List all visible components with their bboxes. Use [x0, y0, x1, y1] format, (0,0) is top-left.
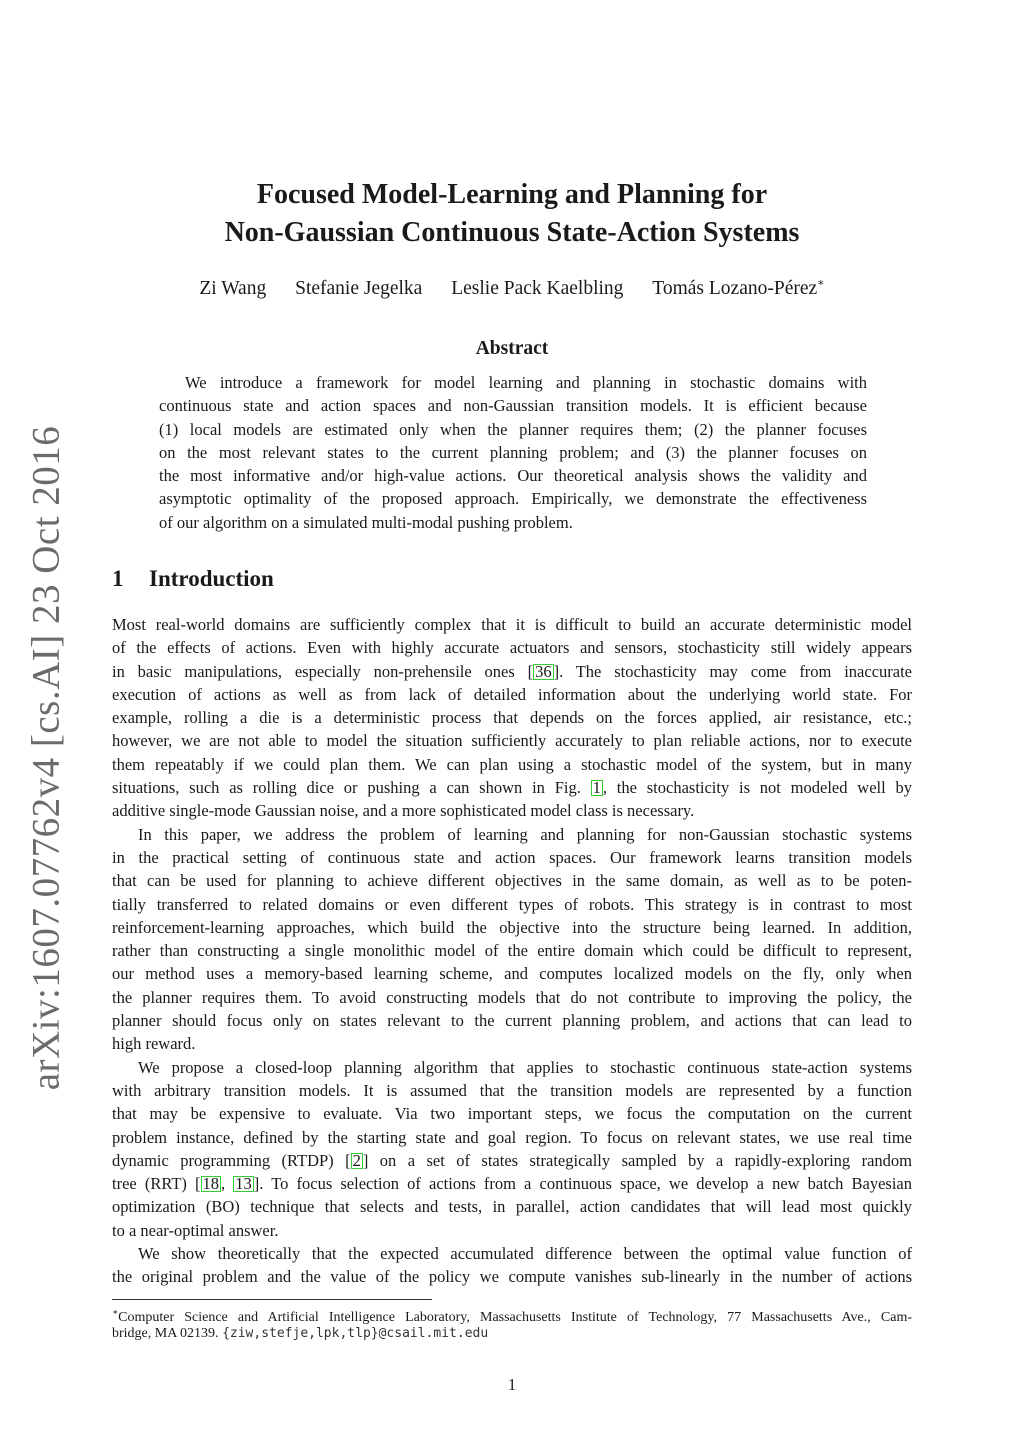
text-line: however, we are not able to model the situation sufficiently accurately to plan reliable actions, nor to execute [112, 731, 912, 751]
text-line: tree (RRT) [ 18 , 13 ]. To focus selection of actions from a continuous space, we develop a new batch Bayesian [112, 1174, 913, 1194]
abstract-line: of our algorithm on a simulated multi-modal pushing problem. [159, 512, 573, 532]
abstract-line: (1) local models are estimated only when the planner requires them; (2) the planner focuses [159, 419, 867, 439]
abstract-line: continuous state and action spaces and non-Gaussian transition models. It is efficient because [159, 396, 867, 416]
text-line: additive single-mode Gaussian noise, and a more sophisticated model class is necessary. [112, 801, 695, 821]
footnote-line: bridge, MA 02139. {ziw,stefje,lpk,tlp}@csail.mit.edu [112, 1326, 489, 1341]
author-list [112, 276, 912, 300]
author: Tomás Lozano-Pérez∗ [652, 277, 825, 299]
text-line: them repeatably if we could plan them. We can plan using a stochastic model of the system, but in many [112, 754, 912, 774]
text-line: with arbitrary transition models. It is assumed that the transition models are represented by a function [112, 1080, 912, 1100]
citation-link[interactable]: 13 [235, 1174, 252, 1194]
text-line: rather than constructing a single monolithic model of the entire domain which could be difficult to represent, [112, 941, 912, 961]
title-line-2: Non-Gaussian Continuous State-Action Systems [224, 217, 800, 248]
text-line: execution of actions as well as from lack of detailed information about the underlying world state. For [112, 684, 912, 704]
text-line: high reward. [112, 1034, 196, 1054]
text-line: that can be used for planning to achieve different objectives in the same domain, as well as to be poten- [112, 871, 912, 891]
author: Zi Wang [199, 278, 267, 299]
text-line: planner should focus only on states relevant to the current planning problem, and actions that can lead to [112, 1011, 912, 1031]
text-line: We propose a closed-loop planning algorithm that applies to stochastic continuous state-action systems [138, 1057, 912, 1077]
text-line: in the practical setting of continuous state and action spaces. Our framework learns transition models [112, 847, 912, 867]
text-line: in basic manipulations, especially non-prehensile ones [ 36 ]. The stochasticity may come from inaccurate [112, 661, 912, 681]
author: Leslie Pack Kaelbling [451, 278, 624, 299]
footnote-mark: ∗ [112, 1307, 119, 1317]
abstract-line: asymptotic optimality of the proposed approach. Empirically, we demonstrate the effectiveness [159, 489, 867, 509]
body-text [112, 613, 912, 1289]
author-footnote-mark: ∗ [817, 277, 825, 289]
text-line: optimization (BO) technique that selects and tests, in parallel, action candidates that will lead most quickly [112, 1197, 912, 1217]
text-line: situations, such as rolling dice or pushing a can shown in Fig. 1 , the stochasticity is not modeled well by [112, 778, 912, 798]
text-line: of the effects of actions. Even with highly accurate actuators and sensors, stochasticity still widely appears [112, 638, 912, 658]
text-line: our method uses a memory-based learning scheme, and computes localized models on the fly, only when [112, 964, 912, 984]
author: Stefanie Jegelka [295, 278, 423, 299]
paper-title [112, 176, 912, 252]
citation-link[interactable]: 36 [535, 661, 552, 681]
section-heading [112, 566, 274, 592]
footnote-line: ∗Computer Science and Artificial Intelligence Laboratory, Massachusetts Institute of Technology, 77 Massachusetts Ave., Cam- [112, 1307, 912, 1325]
section-title: Introduction [149, 566, 274, 591]
text-line: that may be expensive to evaluate. Via two important steps, we focus the computation on the current [112, 1104, 912, 1124]
page-number: 1 [507, 1375, 517, 1394]
abstract-line: on the most relevant states to the current planning problem; and (3) the planner focuses on [159, 442, 867, 462]
citation-link[interactable]: 2 [352, 1150, 361, 1170]
text-line: to a near-optimal answer. [112, 1220, 279, 1240]
author-emails[interactable]: {ziw,stefje,lpk,tlp}@csail.mit.edu [222, 1326, 489, 1341]
section-number: 1 [112, 566, 124, 591]
text-line: reinforcement-learning approaches, which build the objective into the structure being learned. In addition, [112, 917, 912, 937]
text-line: the planner requires them. To avoid constructing models that do not contribute to improving the policy, the [112, 987, 912, 1007]
abstract-line: We introduce a framework for model learning and planning in stochastic domains with [185, 373, 867, 392]
footnote [112, 1302, 912, 1344]
text-line: example, rolling a die is a deterministic process that depends on the forces applied, air resistance, etc.; [112, 708, 912, 728]
arxiv-stamp-text: arXiv:1607.07762v4 [cs.AI] 23 Oct 2016 [24, 425, 68, 1091]
figure-link[interactable]: 1 [592, 778, 601, 798]
title-line-1: Focused Model-Learning and Planning for [256, 179, 768, 210]
abstract-line: the most informative and/or high-value actions. Our theoretical analysis shows the validity and [159, 466, 867, 486]
text-line: We show theoretically that the expected accumulated difference between the optimal value function of [138, 1244, 912, 1264]
text-line: In this paper, we address the problem of learning and planning for non-Gaussian stochastic systems [138, 824, 912, 844]
footnote-divider [112, 1299, 432, 1300]
text-line: the original problem and the value of the policy we compute vanishes sub-linearly in the number of actions [112, 1267, 912, 1287]
text-line: problem instance, defined by the starting state and goal region. To focus on relevant states, we use real time [112, 1127, 912, 1147]
abstract-body [159, 371, 867, 534]
abstract-heading: Abstract [475, 338, 549, 359]
text-line: tially transferred to related domains or even different types of robots. This strategy is in contrast to most [112, 894, 912, 914]
text-line: dynamic programming (RTDP) [ 2 ] on a set of states strategically sampled by a rapidly-exploring random [112, 1150, 912, 1170]
text-line: Most real-world domains are sufficiently complex that it is difficult to build an accurate deterministic model [112, 615, 912, 634]
citation-link[interactable]: 18 [202, 1174, 220, 1194]
